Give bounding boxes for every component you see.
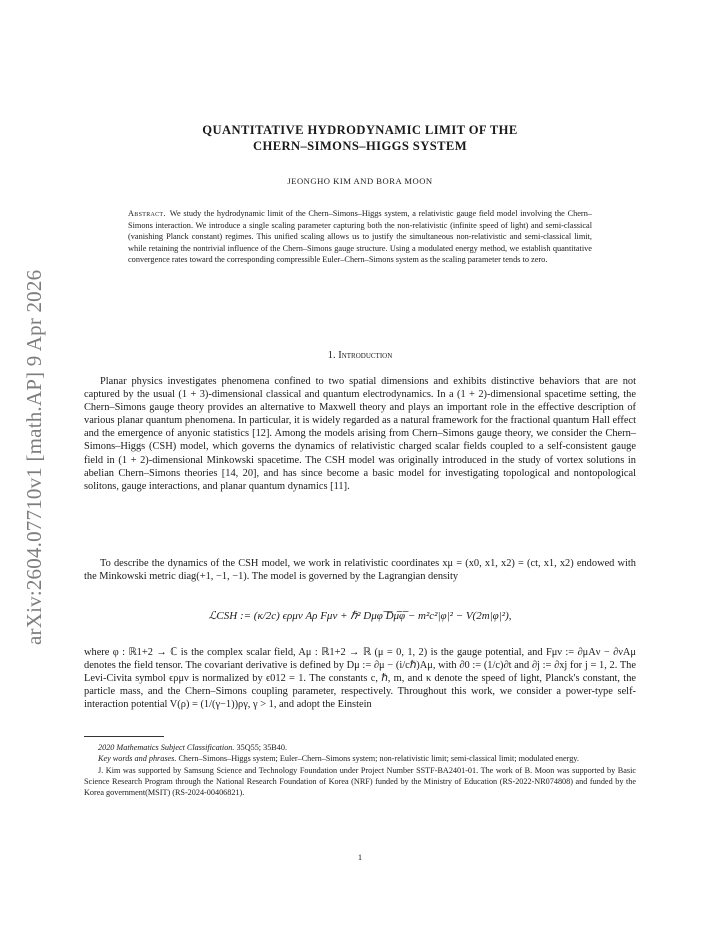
lagrangian-equation: ℒCSH := (κ/2c) ϵρμν Aρ Fμν + ℏ² Dμφ ̅D̅μ̅φ̅ − m²c²|φ|² − V(2m|φ|²), — [208, 610, 512, 622]
section-title: Introduction — [338, 350, 393, 361]
footnotes — [84, 742, 636, 798]
footnote-keywords-label: Key words and phrases. — [98, 754, 177, 764]
footnote-msc-value: 35Q55; 35B40. — [236, 743, 287, 752]
intro-paragraph-2: To describe the dynamics of the CSH model, we work in relativistic coordinates xμ = (x0, x1, x2) = (ct, x1, x2) endowed with the Minkowski metric diag(+1, −1, −1). The model is governed by the Lagrangian density — [84, 558, 636, 583]
abstract — [128, 208, 592, 266]
title-line-1: QUANTITATIVE HYDRODYNAMIC LIMIT OF THE — [202, 123, 518, 137]
footnote-msc-label: 2020 Mathematics Subject Classification. — [98, 743, 235, 752]
author-list: JEONGHO KIM AND BORA MOON — [287, 176, 433, 186]
paper-title — [84, 122, 636, 154]
abstract-text: We study the hydrodynamic limit of the Chern–Simons–Higgs system, a relativistic gauge field model involving the Chern–Simons interaction. We introduce a single scaling parameter capturing both the non-relativistic (infinite speed of light) and semi-classical (vanishing Planck constant) regimes. This unified scaling allows us to justify the simultaneous non-relativistic and semi-classical limit, while retaining the nontrivial influence of the Chern–Simons gauge structure. Using a modulated energy method, we establish quantitative convergence rates toward the corresponding compressible Euler–Chern–Simons system as the scaling parameter tends to zero. — [128, 209, 592, 264]
abstract-label: Abstract. — [128, 209, 166, 218]
title-line-2: CHERN–SIMONS–HIGGS SYSTEM — [253, 139, 467, 153]
footnote-divider — [84, 736, 164, 737]
intro-paragraph-3: where φ : ℝ1+2 → ℂ is the complex scalar field, Aμ : ℝ1+2 → ℝ (μ = 0, 1, 2) is the gauge potential, and Fμν := ∂μAν − ∂νAμ denotes the field tensor. The covariant derivative is defined by Dμ := ∂μ − (i/cℏ)Aμ, with ∂0 := (1/c)∂t and ∂j := ∂xj for j = 1, 2. The Levi-Civita symbol ϵρμν is normalized by ϵ012 = 1. The constants c, ℏ, m, and κ denote the speed of light, Planck's constant, the particle mass, and the Chern–Simons coupling parameter, respectively. Throughout this work, we consider a power-type self-interaction potential V(ρ) = (1/(γ−1))ργ, γ > 1, and adopt the Einstein — [84, 647, 636, 711]
section-number: 1. — [327, 350, 336, 361]
footnote-keywords — [84, 753, 636, 764]
footnote-msc — [84, 742, 636, 753]
arxiv-identifier[interactable]: arXiv:2604.07710v1 [math.AP] 9 Apr 2026 — [22, 269, 46, 645]
page-number: 1 — [357, 852, 363, 862]
footnote-keywords-value: Chern–Simons–Higgs system; Euler–Chern–Simons system; non-relativistic limit; semi-classical limit; modulated energy. — [178, 754, 579, 764]
intro-paragraph-1: Planar physics investigates phenomena confined to two spatial dimensions and exhibits distinctive behaviors that are not captured by the usual (1 + 3)-dimensional classical and quantum electrodynamics. In a (1 + 2)-dimensional spacetime setting, the Chern–Simons gauge theory provides an alternative to Maxwell theory and plays an important role in the effective description of various planar quantum phenomena. In particular, it is widely regarded as a natural framework for the fractional quantum Hall effect and the emergence of anyonic statistics [12]. Among the models arising from Chern–Simons gauge theory, we consider the Chern–Simons–Higgs (CSH) model, which governs the dynamics of relativistic charged scalar fields coupled to a self-consistent gauge field in (1 + 2)-dimensional Minkowski spacetime. The CSH model was originally introduced in the study of vortex solutions in abelian Chern–Simons theories [14, 20], and has since become a basic model for investigating topological and nontopological solitons, gauge interactions, and planar quantum dynamics [11]. — [84, 376, 636, 492]
section-heading — [84, 350, 636, 361]
footnote-funding: J. Kim was supported by Samsung Science and Technology Foundation under Project Number SSTF-BA2401-01. The work of B. Moon was supported by Basic Science Research Program through the National Research Foundation of Korea (NRF) funded by the Ministry of Education (RS-2022-NR074808) and funded by the Korea government(MSIT) (RS-2024-00406821). — [84, 765, 636, 798]
